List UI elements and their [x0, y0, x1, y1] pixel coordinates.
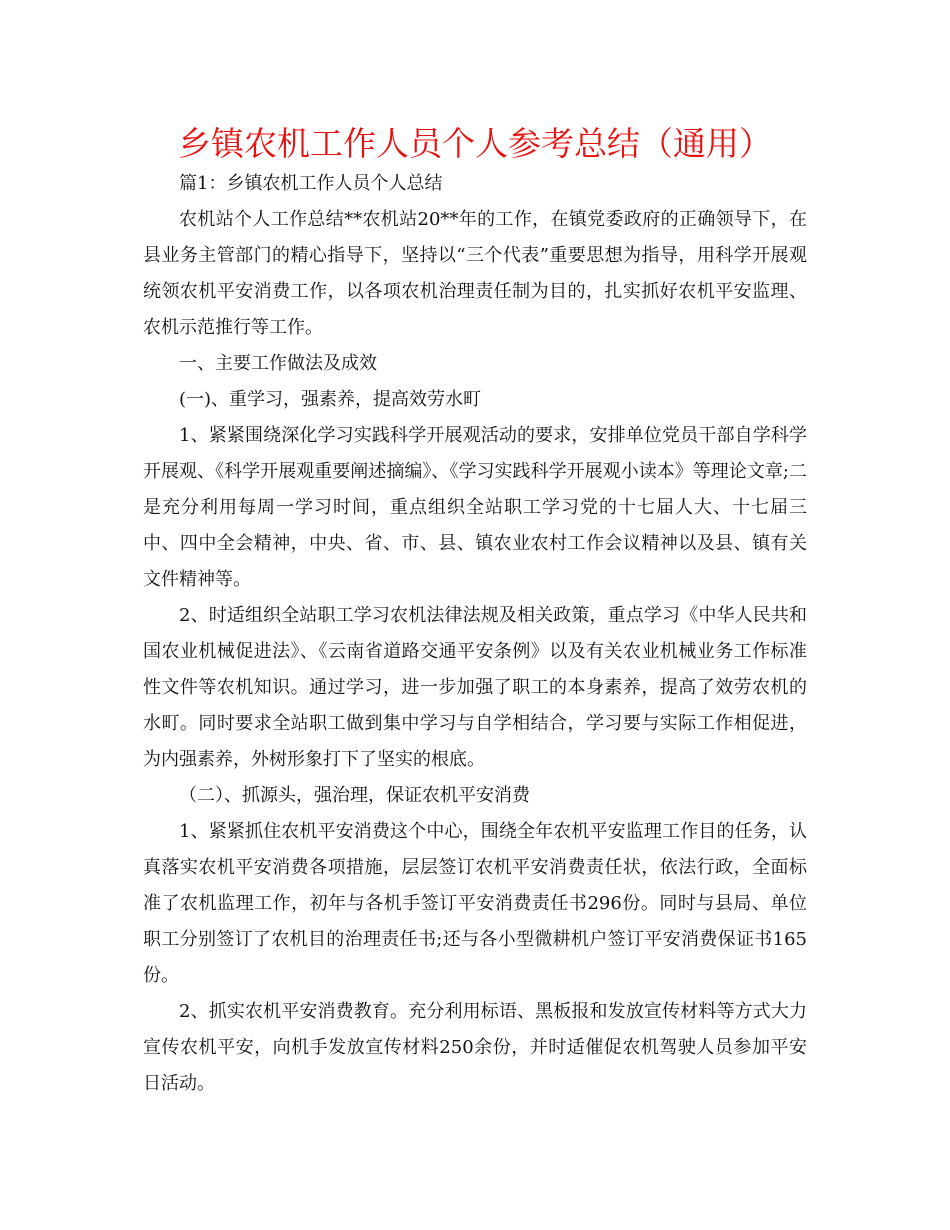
paragraph-safety-1: 1、紧紧抓住农机平安消费这个中心，围绕全年农机平安监理工作目的任务，认真落实农机平安消费各项措施，层层签订农机平安消费责任状，依法行政，全面标准了农机监理工作，初年与各机手签订平安消费责任书296份。同时与县局、单位职工分别签订了农机目的治理责任书;还与各小型微耕机户签订平安消费保证书165份。 — [143, 821, 807, 986]
document-title: 乡镇农机工作人员个人参考总结（通用） — [178, 124, 772, 163]
section-heading-1: 一、主要工作做法及成效 — [179, 353, 377, 374]
subsection-heading-1: (一)、重学习，强素养，提高效劳水町 — [179, 389, 482, 410]
paragraph-intro: 农机站个人工作总结**农机站20**年的工作，在镇党委政府的正确领导下，在县业务主管部门的精心指导下，坚持以“三个代表”重要思想为指导，用科学开展观统领农机平安消费工作，以各项农机治理责任制为目的，扎实抓好农机平安监理、农机示范推行等工作。 — [143, 209, 807, 338]
paragraph-study-2: 2、时适组织全站职工学习农机法律法规及相关政策，重点学习《中华人民共和国农业机械促进法》、《云南省道路交通平安条例》以及有关农业机械业务工作标准性文件等农机知识。通过学习，进一步加强了职工的本身素养，提高了效劳农机的水町。同时要求全站职工做到集中学习与自学相结合，学习要与实际工作相促进，为内强素养，外树形象打下了坚实的根底。 — [143, 605, 807, 770]
paragraph-study-1: 1、紧紧围绕深化学习实践科学开展观活动的要求，安排单位党员干部自学科学开展观、《科学开展观重要阐述摘编》、《学习实践科学开展观小读本》等理论文章;二是充分利用每周一学习时间，重点组织全站职工学习党的十七届人大、十七届三中、四中全会精神，中央、省、市、县、镇农业农村工作会议精神以及县、镇有关文件精神等。 — [143, 425, 807, 590]
paragraph-safety-2: 2、抓实农机平安消费教育。充分利用标语、黑板报和发放宣传材料等方式大力宣传农机平安，向机手发放宣传材料250余份，并时适催促农机驾驶人员参加平安日活动。 — [143, 1001, 807, 1094]
document-body — [143, 166, 807, 1102]
subsection-heading-2: （二）、抓源头，强治理，保证农机平安消费 — [179, 785, 530, 806]
chapter-heading: 篇1：乡镇农机工作人员个人总结 — [179, 173, 443, 194]
